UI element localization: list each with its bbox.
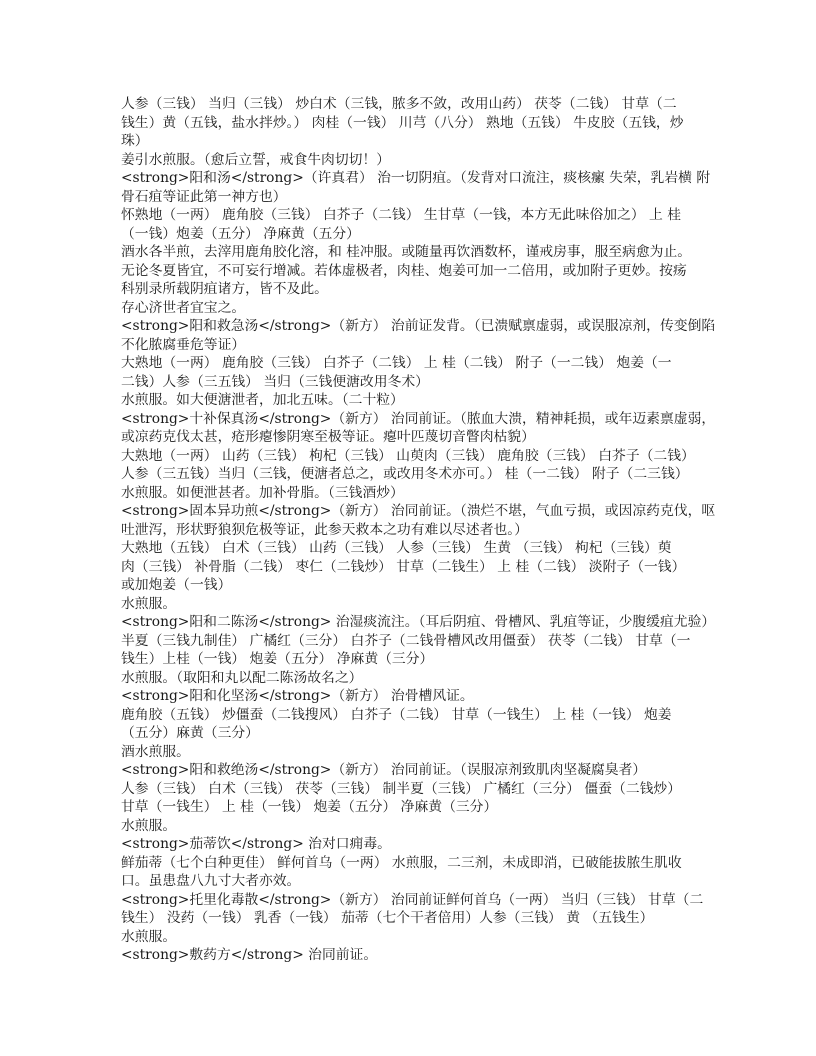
text-line: 甘草（一钱生） 上 桂（一钱） 炮姜（五分） 净麻黄（三分） bbox=[121, 799, 498, 815]
text-line: 或加炮姜（一钱） bbox=[121, 577, 232, 593]
text-line: 人参（三钱） 当归（三钱） 炒白术（三钱，脓多不敛，改用山药） 茯苓（二钱） 甘草（二 bbox=[121, 96, 677, 112]
text-line: （一钱）炮姜（五分） 净麻黄（五分） bbox=[121, 225, 360, 242]
text-line: <strong>阳和二陈汤</strong> 治湿痰流注。（耳后阴疽、骨槽风、乳疽等证，少腹缓疽尤验） bbox=[121, 614, 716, 630]
text-line: 钱生） 没药（一钱） 乳香（一钱） 茄蒂（七个干者倍用）人参（三钱） 黄 （五钱生） bbox=[121, 910, 654, 926]
text-line: 水煎服。（取阳和丸以配二陈汤故名之） bbox=[121, 669, 363, 686]
text-line: <strong>茄蒂饮</strong> 治对口痈毒。 bbox=[121, 836, 391, 852]
text-line: <strong>固本异功煎</strong>（新方） 治同前证。（溃烂不堪，气血亏损，或因凉药克伐，呕 bbox=[121, 503, 716, 519]
text-line: <strong>阳和救绝汤</strong>（新方） 治同前证。（误服凉剂致肌肉坚凝腐臭者） bbox=[121, 762, 647, 778]
text-line: 大熟地（五钱） 白术（三钱） 山药（三钱） 人参（三钱） 生黄 （三钱） 枸杞（三钱）萸 bbox=[121, 540, 672, 556]
text-line: 水煎服。如大便溏泄者，加北五味。（二十粒） bbox=[121, 392, 404, 408]
document-body bbox=[121, 95, 716, 965]
text-line: 水煎服。 bbox=[121, 817, 177, 834]
text-line: 水煎服。 bbox=[121, 595, 177, 612]
text-line: 半夏（三钱九制佳） 广橘红（三分） 白芥子（二钱骨槽风改用僵蚕） 茯苓（二钱） 甘草（一 bbox=[121, 632, 691, 649]
text-line: 钱生）黄（五钱，盐水拌炒。） 肉桂（一钱） 川芎（八分） 熟地（五钱） 牛皮胶（五钱，炒 bbox=[121, 114, 684, 131]
text-line: <strong>阳和化坚汤</strong>（新方） 治骨槽风证。 bbox=[121, 688, 474, 704]
text-line: 存心济世者宜宝之。 bbox=[121, 299, 246, 316]
text-line: <strong>敷药方</strong> 治同前证。 bbox=[121, 947, 378, 963]
text-line: 口。虽患盘八九寸大者亦效。 bbox=[121, 873, 301, 889]
text-line: 姜引水煎服。（愈后立誓，戒食牛肉切切！） bbox=[121, 151, 391, 168]
text-line: 人参（三钱） 白术（三钱） 茯苓（三钱） 制半夏（三钱） 广橘红（三分） 僵蚕（二钱炒） bbox=[121, 780, 682, 797]
text-line: 鹿角胶（五钱） 炒僵蚕（二钱搜风） 白芥子（二钱） 甘草（一钱生） 上 桂（一钱） 炮姜 bbox=[121, 706, 672, 723]
text-line: 不化脓腐垂危等证） bbox=[121, 336, 246, 353]
text-line: 大熟地（一两） 鹿角胶（三钱） 白芥子（二钱） 上 桂（二钱） 附子（一二钱） 炮姜（一 bbox=[121, 355, 672, 371]
text-line: 水煎服。 bbox=[121, 928, 177, 945]
text-line: 酒水各半煎，去滓用鹿角胶化溶，和 桂冲服。或随量再饮酒数杯，谨戒房事，服至病愈为止。 bbox=[121, 244, 692, 260]
text-line: 科别录所载阴疽诸方，皆不及此。 bbox=[121, 281, 328, 297]
text-line: 吐泄泻，形状野狼狈危极等证，此参天救本之功有难以尽述者也。） bbox=[121, 521, 529, 538]
text-line: 鲜茄蒂（七个白种更佳） 鲜何首乌（一两） 水煎服，二三剂，未成即消，已破能拔脓生肌收 bbox=[121, 854, 682, 871]
text-line: 无论冬夏皆宜，不可妄行增减。若体虚极者，肉桂、炮姜可加一二倍用，或加附子更妙。按疡 bbox=[121, 262, 687, 279]
text-line: 大熟地（一两） 山药（三钱） 枸杞（三钱） 山萸肉（三钱） 鹿角胶（三钱） 白芥子（二钱） bbox=[121, 447, 695, 464]
text-line: 肉（三钱） 补骨脂（二钱） 枣仁（二钱炒） 甘草（二钱生） 上 桂（二钱） 淡附子（一钱） bbox=[121, 558, 686, 575]
text-line: 骨石疽等证此第一神方也） bbox=[121, 188, 287, 205]
text-line: <strong>托里化毒散</strong>（新方） 治同前证鲜何首乌（一两） 当归（三钱） 甘草（二 bbox=[121, 891, 704, 908]
text-line: 钱生）上桂（一钱） 炮姜（五分） 净麻黄（三分） bbox=[121, 651, 434, 667]
text-line: <strong>阳和救急汤</strong>（新方） 治前证发背。（已溃赋禀虚弱，或误服凉剂，传变倒陷 bbox=[121, 318, 716, 334]
text-line: 怀熟地（一两） 鹿角胶（三钱） 白芥子（二钱） 生甘草（一钱，本方无此味俗加之） 上 桂 bbox=[121, 207, 682, 223]
text-line: 酒水煎服。 bbox=[121, 743, 190, 760]
text-line: 二钱）人参（三五钱） 当归（三钱便溏改用冬术） bbox=[121, 373, 429, 390]
text-line: 水煎服。如便泄甚者。加补骨脂。（三钱酒炒） bbox=[121, 484, 404, 501]
text-line: <strong>十补保真汤</strong>（新方） 治同前证。（脓血大溃，精神耗损，或年迈素禀虚弱， bbox=[121, 410, 716, 427]
text-line: （五分）麻黄（三分） bbox=[121, 725, 259, 741]
text-line: 或凉药克伐太甚，疮形瘪惨阴寒至极等证。瘪叶匹蔑切音瞥肉枯貌） bbox=[121, 429, 535, 445]
text-line: 珠） bbox=[121, 133, 149, 149]
text-line: 人参（三五钱）当归（三钱，便溏者总之，或改用冬术亦可。） 桂（一二钱） 附子（二三钱） bbox=[121, 466, 689, 482]
text-line: <strong>阳和汤</strong>（许真君） 治一切阴疽。（发背对口流注，痰核瘰 失荣，乳岩横 附 bbox=[121, 170, 711, 186]
